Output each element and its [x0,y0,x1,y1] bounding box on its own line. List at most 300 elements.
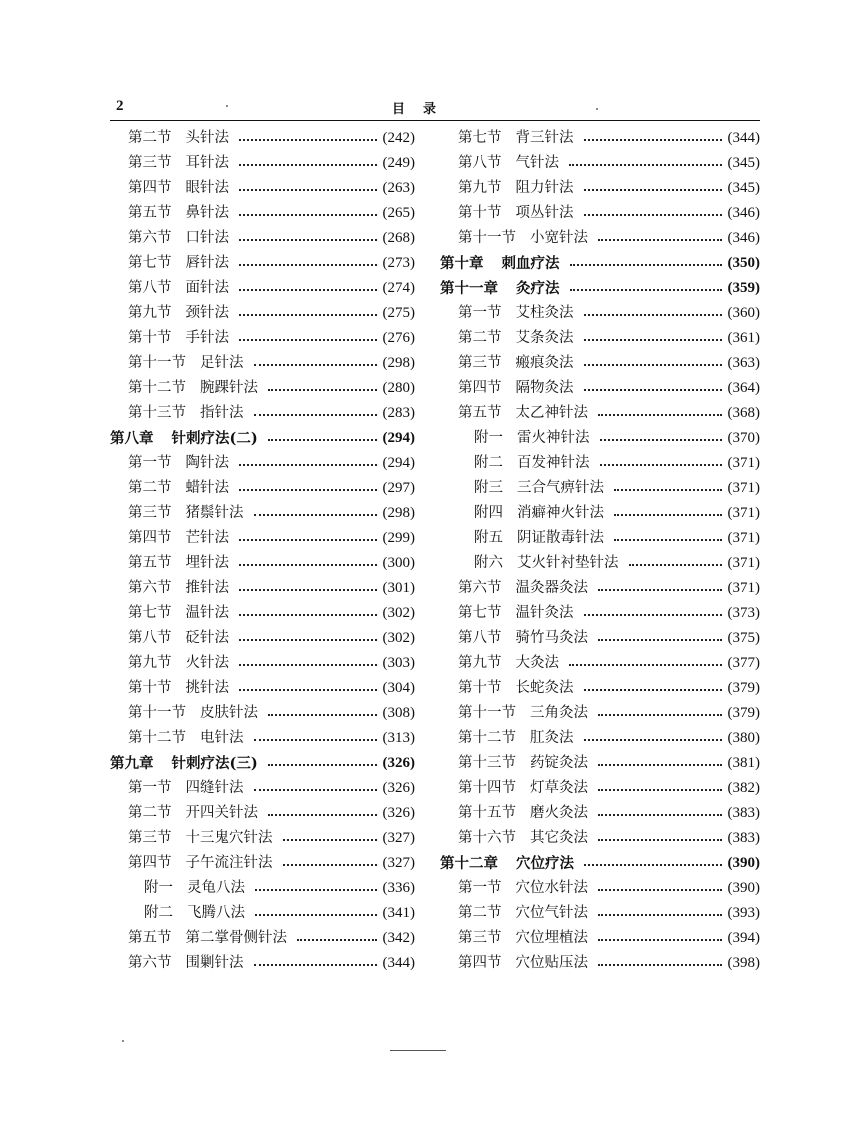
toc-entry-number: 第十一节 [458,705,516,721]
toc-entry-number: 第五节 [128,930,172,946]
dot-leader [255,888,377,891]
toc-entry-number: 第七节 [128,605,172,621]
toc-entry-title: 针刺疗法(二) [171,430,258,447]
toc-entry-title: 推针法 [185,580,229,596]
dot-leader [584,738,722,741]
toc-entry-title: 腕踝针法 [200,380,258,396]
toc-entry-section [110,601,415,626]
footer-rule [390,1050,446,1051]
toc-entry-label [458,776,588,801]
toc-entry-section [440,776,760,801]
toc-entry-page: (344) [727,130,760,146]
dot-leader [598,888,722,891]
toc-entry-number: 第十章 [440,255,484,272]
toc-entry-label [128,951,244,976]
toc-entry-page: (371) [727,480,760,496]
toc-entry-number: 第八节 [128,280,172,296]
toc-entry-label [128,626,229,651]
toc-entry-number: 第五节 [458,405,502,421]
toc-entry-section [440,801,760,826]
toc-entry-number: 第九节 [128,305,172,321]
toc-entry-chapter [110,751,415,776]
toc-entry-title: 小宽针法 [530,230,588,246]
dot-leader [598,588,722,591]
toc-entry-label [458,726,574,751]
toc-entry-title: 磨火灸法 [530,805,588,821]
toc-entry-label [128,351,244,376]
dot-leader [239,138,377,141]
toc-entry-section [110,926,415,951]
toc-entry-appendix [440,476,760,501]
toc-entry-page: (283) [382,405,415,421]
dot-leader [598,788,722,791]
toc-entry-section [440,901,760,926]
toc-entry-number: 第十一章 [440,280,498,297]
toc-entry-number: 第一节 [458,880,502,896]
dot-leader [283,863,377,866]
toc-entry-label [458,301,574,326]
toc-entry-page: (327) [382,855,415,871]
dot-leader [584,388,722,391]
toc-entry-label [474,526,604,551]
dot-leader [584,188,722,191]
dot-leader [598,638,722,641]
toc-entry-title: 第二掌骨侧针法 [185,930,287,946]
toc-entry-number: 第四节 [128,855,172,871]
dot-leader [255,913,377,916]
toc-entry-title: 穴位疗法 [516,855,574,872]
toc-entry-label [128,851,273,876]
dot-leader [268,763,377,766]
dot-leader [239,238,377,241]
toc-entry-label [128,676,229,701]
toc-entry-page: (394) [727,930,760,946]
toc-entry-appendix [440,526,760,551]
toc-entry-title: 灯草灸法 [530,780,588,796]
toc-entry-page: (308) [382,705,415,721]
toc-entry-label [128,576,229,601]
toc-entry-label [128,301,229,326]
toc-entry-label [128,176,229,201]
dot-leader [598,713,722,716]
toc-entry-page: (375) [727,630,760,646]
toc-entry-number: 第三节 [458,930,502,946]
dot-leader [569,163,722,166]
toc-entry-label [458,176,574,201]
toc-entry-number: 第四节 [458,380,502,396]
toc-entry-page: (294) [382,455,415,471]
toc-entry-page: (368) [727,405,760,421]
toc-entry-page: (377) [727,655,760,671]
dot-leader [268,438,377,441]
toc-entry-appendix [440,451,760,476]
dot-leader [584,338,722,341]
toc-entry-label [128,251,229,276]
toc-entry-label [474,551,619,576]
toc-entry-label [128,276,229,301]
toc-entry-title: 灵龟八法 [187,880,245,896]
toc-entry-section [440,951,760,976]
toc-entry-section [440,876,760,901]
toc-entry-title: 针刺疗法(三) [171,755,258,772]
toc-entry-label [110,426,258,451]
toc-entry-page: (276) [382,330,415,346]
toc-entry-title: 头针法 [185,130,229,146]
toc-entry-section [440,151,760,176]
toc-entry-section [110,151,415,176]
toc-entry-number: 第八节 [458,155,502,171]
toc-entry-page: (263) [382,180,415,196]
dot-leader [254,963,377,966]
toc-entry-page: (361) [727,330,760,346]
toc-entry-page: (371) [727,530,760,546]
toc-entry-label [128,701,258,726]
toc-entry-chapter [110,426,415,451]
toc-entry-page: (371) [727,580,760,596]
toc-entry-page: (379) [727,705,760,721]
toc-entry-section [440,726,760,751]
toc-entry-page: (280) [382,380,415,396]
toc-entry-number: 第九章 [110,755,154,772]
toc-entry-section [110,201,415,226]
toc-entry-section [440,701,760,726]
toc-entry-number: 第八章 [110,430,154,447]
toc-entry-title: 艾柱灸法 [515,305,574,321]
scan-speck [122,1040,124,1042]
dot-leader [584,138,722,141]
toc-entry-label [458,651,559,676]
dot-leader [239,538,377,541]
toc-entry-label [128,451,229,476]
toc-entry-number: 第三节 [128,505,172,521]
toc-entry-number: 第三节 [458,355,502,371]
toc-entry-number: 附三 [474,480,503,496]
toc-entry-title: 飞腾八法 [187,905,245,921]
toc-entry-label [474,476,604,501]
toc-entry-number: 附六 [474,555,503,571]
toc-entry-chapter [440,276,760,301]
toc-entry-section [440,326,760,351]
toc-entry-number: 第十节 [128,330,172,346]
toc-entry-title: 面针法 [185,280,229,296]
toc-entry-label [474,426,590,451]
toc-entry-number: 第十六节 [458,830,516,846]
toc-entry-number: 第六节 [128,230,172,246]
toc-entry-label [128,326,229,351]
toc-entry-section [440,351,760,376]
toc-entry-number: 附一 [474,430,503,446]
dot-leader [239,163,377,166]
toc-entry-section [110,826,415,851]
toc-entry-section [110,551,415,576]
toc-entry-page: (326) [382,755,415,771]
dot-leader [614,513,722,516]
toc-entry-title: 蜡针法 [185,480,229,496]
toc-entry-label [458,601,574,626]
toc-entry-number: 附二 [474,455,503,471]
toc-entry-page: (302) [382,630,415,646]
dot-leader [239,313,377,316]
toc-entry-title: 温针法 [185,605,229,621]
toc-entry-page: (298) [382,355,415,371]
toc-entry-section [440,601,760,626]
toc-entry-section [110,301,415,326]
dot-leader [584,613,722,616]
dot-leader [239,688,377,691]
toc-entry-label [128,801,258,826]
toc-entry-number: 第十二章 [440,855,498,872]
toc-entry-title: 瘢痕灸法 [515,355,574,371]
toc-entry-number: 第五节 [128,555,172,571]
toc-entry-number: 第十节 [128,680,172,696]
dot-leader [598,838,722,841]
dot-leader [598,763,722,766]
toc-entry-title: 指针法 [200,405,244,421]
toc-entry-section [110,726,415,751]
toc-entry-label [458,901,588,926]
dot-leader [600,463,722,466]
toc-entry-page: (300) [382,555,415,571]
toc-entry-number: 第十一节 [128,705,186,721]
dot-leader [584,863,722,866]
toc-entry-page: (380) [727,730,760,746]
toc-entry-page: (371) [727,455,760,471]
dot-leader [268,388,377,391]
toc-entry-page: (350) [727,255,760,271]
toc-entry-label [458,351,574,376]
toc-entry-title: 猪鬃针法 [185,505,244,521]
toc-entry-number: 第八节 [458,630,502,646]
scan-speck [596,108,598,110]
toc-entry-number: 第十四节 [458,780,516,796]
dot-leader [598,963,722,966]
toc-entry-label [128,151,229,176]
dot-leader [254,738,377,741]
toc-entry-title: 长蛇灸法 [515,680,574,696]
dot-leader [569,663,722,666]
toc-entry-section [110,351,415,376]
toc-entry-number: 第三节 [128,155,172,171]
dot-leader [598,238,722,241]
toc-entry-section [110,451,415,476]
toc-entry-appendix [440,426,760,451]
toc-entry-section [110,651,415,676]
toc-entry-section [110,776,415,801]
toc-entry-label [458,951,588,976]
toc-entry-page: (370) [727,430,760,446]
toc-entry-number: 第九节 [458,655,502,671]
toc-entry-chapter [440,251,760,276]
toc-entry-title: 口针法 [185,230,229,246]
dot-leader [239,263,377,266]
toc-entry-section [440,926,760,951]
toc-entry-section [110,226,415,251]
toc-entry-page: (345) [727,180,760,196]
toc-entry-page: (360) [727,305,760,321]
dot-leader [239,663,377,666]
toc-entry-title: 颈针法 [185,305,229,321]
toc-entry-title: 砭针法 [185,630,229,646]
toc-entry-number: 附四 [474,505,503,521]
toc-entry-section [110,576,415,601]
dot-leader [239,638,377,641]
toc-entry-section [110,276,415,301]
toc-entry-title: 耳针法 [185,155,229,171]
toc-entry-title: 挑针法 [185,680,229,696]
toc-entry-number: 第六节 [458,580,502,596]
toc-entry-label [458,126,574,151]
toc-entry-page: (298) [382,505,415,521]
dot-leader [570,288,722,291]
toc-entry-label [144,876,245,901]
toc-entry-section [110,476,415,501]
toc-entry-number: 第一节 [458,305,502,321]
toc-entry-label [128,601,229,626]
toc-entry-page: (359) [727,280,760,296]
toc-entry-label [128,226,229,251]
toc-entry-label [474,501,604,526]
toc-entry-number: 第一节 [128,455,172,471]
toc-entry-title: 百发神针法 [517,455,590,471]
toc-entry-title: 三角灸法 [530,705,588,721]
toc-entry-page: (390) [727,880,760,896]
toc-entry-title: 消癖神火针法 [517,505,604,521]
toc-entry-page: (275) [382,305,415,321]
dot-leader [239,463,377,466]
toc-entry-section [440,401,760,426]
toc-entry-title: 隔物灸法 [515,380,574,396]
toc-entry-number: 附二 [144,905,173,921]
toc-entry-section [110,676,415,701]
toc-entry-number: 第七节 [128,255,172,271]
toc-entry-section [110,401,415,426]
dot-leader [614,538,722,541]
toc-entry-label [128,401,244,426]
toc-entry-page: (393) [727,905,760,921]
dot-leader [239,188,377,191]
toc-entry-title: 穴位埋植法 [515,930,588,946]
toc-entry-appendix [110,901,415,926]
toc-entry-section [110,376,415,401]
toc-entry-page: (336) [382,880,415,896]
toc-entry-title: 温针灸法 [515,605,574,621]
toc-entry-title: 陶针法 [185,455,229,471]
toc-entry-title: 芒针法 [185,530,229,546]
toc-entry-label [128,501,244,526]
toc-entry-page: (342) [382,930,415,946]
toc-entry-label [458,376,574,401]
toc-entry-page: (346) [727,230,760,246]
toc-entry-title: 埋针法 [185,555,229,571]
toc-entry-title: 穴位贴压法 [515,955,588,971]
toc-right-column [440,126,760,976]
toc-entry-section [110,326,415,351]
dot-leader [614,488,722,491]
dot-leader [297,938,377,941]
toc-entry-number: 第四节 [128,180,172,196]
toc-entry-section [440,376,760,401]
toc-entry-label [128,126,229,151]
toc-entry-page: (249) [382,155,415,171]
toc-entry-label [128,376,258,401]
toc-entry-title: 药锭灸法 [530,755,588,771]
toc-entry-section [110,501,415,526]
toc-entry-page: (265) [382,205,415,221]
dot-leader [570,263,722,266]
dot-leader [254,788,377,791]
dot-leader [239,563,377,566]
toc-entry-label [128,201,229,226]
dot-leader [254,413,377,416]
toc-entry-page: (294) [382,430,415,446]
toc-entry-title: 阴证散毒针法 [517,530,604,546]
toc-entry-page: (327) [382,830,415,846]
toc-entry-page: (383) [727,805,760,821]
dot-leader [584,688,722,691]
toc-entry-title: 开四关针法 [185,805,258,821]
toc-entry-title: 温灸器灸法 [515,580,588,596]
toc-entry-label [458,401,588,426]
toc-entry-number: 第六节 [128,955,172,971]
toc-entry-section [440,176,760,201]
toc-entry-title: 骑竹马灸法 [515,630,588,646]
toc-entry-number: 第二节 [128,805,172,821]
toc-entry-section [110,251,415,276]
toc-entry-number: 第十二节 [128,730,186,746]
toc-entry-label [440,851,574,876]
toc-entry-number: 第四节 [458,955,502,971]
toc-entry-page: (297) [382,480,415,496]
toc-entry-number: 第十节 [458,680,502,696]
toc-entry-page: (268) [382,230,415,246]
toc-entry-title: 气针法 [515,155,559,171]
toc-entry-label [458,626,588,651]
toc-entry-section [440,201,760,226]
dot-leader [598,913,722,916]
toc-entry-title: 子午流注针法 [185,855,273,871]
toc-entry-label [458,201,574,226]
toc-entry-page: (242) [382,130,415,146]
toc-entry-title: 眼针法 [185,180,229,196]
toc-entry-appendix [440,501,760,526]
toc-entry-page: (381) [727,755,760,771]
toc-entry-title: 手针法 [185,330,229,346]
toc-entry-page: (326) [382,780,415,796]
toc-entry-section [440,751,760,776]
toc-entry-page: (326) [382,805,415,821]
dot-leader [254,513,377,516]
toc-entry-number: 第十五节 [458,805,516,821]
toc-entry-page: (313) [382,730,415,746]
toc-entry-title: 灸疗法 [516,280,560,297]
toc-entry-section [440,651,760,676]
toc-entry-title: 唇针法 [185,255,229,271]
toc-entry-title: 鼻针法 [185,205,229,221]
toc-entry-page: (345) [727,155,760,171]
dot-leader [239,613,377,616]
dot-leader [239,288,377,291]
toc-entry-section [440,676,760,701]
dot-leader [598,413,722,416]
toc-entry-label [440,276,560,301]
toc-entry-page: (398) [727,955,760,971]
toc-entry-page: (344) [382,955,415,971]
toc-entry-number: 第二节 [458,905,502,921]
toc-entry-number: 第六节 [128,580,172,596]
running-title: 目录 [392,102,455,117]
toc-entry-section [440,626,760,651]
dot-leader [584,213,722,216]
